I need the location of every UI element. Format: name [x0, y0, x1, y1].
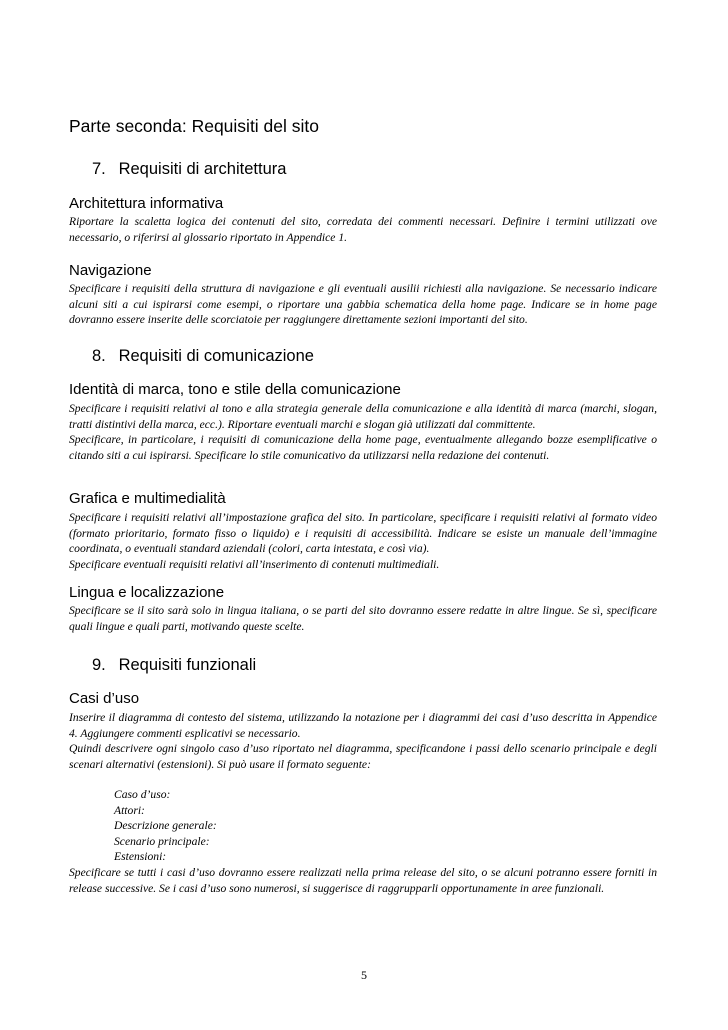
- format-field: Attori:: [114, 803, 145, 817]
- paragraph: Quindi descrivere ogni singolo caso d’uso riportato nel diagramma, specificandone i passi dello scenario principale e degli scenari alternativi (estensioni). Si può usare il formato seguente:: [69, 742, 657, 771]
- paragraph: Specificare se tutti i casi d’uso dovranno essere realizzati nella prima release del sito, o se alcuni potranno essere forniti in release successive. Se i casi d’uso sono numerosi, si suggerisce di raggrupparli opportunamente in aree funzionali.: [69, 866, 657, 895]
- section-title: Requisiti di architettura: [118, 160, 287, 178]
- section-title: Requisiti funzionali: [118, 656, 257, 674]
- section-title: Requisiti di comunicazione: [118, 347, 314, 365]
- subsection-heading-identita-di-marca: Identità di marca, tono e stile della comunicazione: [69, 381, 401, 398]
- subsection-heading-navigazione: Navigazione: [69, 262, 152, 279]
- subsection-heading-lingua-e-localizzazione: Lingua e localizzazione: [69, 584, 225, 601]
- format-field: Scenario principale:: [114, 834, 210, 848]
- format-field: Caso d’uso:: [114, 788, 171, 801]
- use-case-format-list: [114, 787, 217, 865]
- format-field: Descrizione generale:: [114, 819, 217, 833]
- part-title: Parte seconda: Requisiti del sito: [69, 116, 319, 136]
- section-heading-8: [92, 347, 314, 366]
- format-field: Estensioni:: [114, 850, 167, 864]
- paragraph: Specificare eventuali requisiti relativi all’inserimento di contenuti multimediali.: [69, 558, 440, 571]
- page-number: 5: [361, 968, 367, 982]
- section-number: 9.: [92, 656, 106, 674]
- paragraph: Specificare, in particolare, i requisiti di comunicazione della home page, eventualmente allegando bozze esemplificative o citando siti a cui ispirarsi. Specificare lo stile comunicativo da utilizzarsi nella redazione dei contenuti.: [69, 433, 657, 462]
- section-number: 8.: [92, 347, 106, 365]
- paragraph: Specificare i requisiti relativi al tono e alla strategia generale della comunicazione e alla identità di marca (marchi, slogan, tratti distintivi della marca, ecc.). Riportare eventuali marchi e slogan già utilizzati dal committente.: [69, 402, 657, 431]
- subsection-heading-casi-duso: Casi d’uso: [69, 690, 140, 707]
- section-number: 7.: [92, 160, 106, 178]
- subsection-heading-grafica-e-multimedialita: Grafica e multimedialità: [69, 490, 226, 507]
- section-heading-7: [92, 160, 286, 179]
- paragraph: Specificare i requisiti della struttura di navigazione e gli eventuali ausilii richiesti alla navigazione. Se necessario indicare alcuni siti a cui ispirarsi come esempi, o riportare una gabbia schematica della home page. Indicare se in home page dovranno essere inserite delle scorciatoie per raggiungere direttamente sezioni importanti del sito.: [69, 282, 657, 327]
- paragraph: Specificare i requisiti relativi all’impostazione grafica del sito. In particolare, specificare i requisiti relativi al formato video (formato prioritario, formato fisso o liquido) e i requisiti di accessibilità. Indicare se esiste un manuale dell’immagine coordinata, o eventuali standard aziendali (colori, carta intestata, e così via).: [69, 511, 657, 556]
- section-heading-9: [92, 656, 256, 675]
- paragraph: Specificare se il sito sarà solo in lingua italiana, o se parti del sito dovranno essere redatte in altre lingue. Se sì, specificare quali lingue e quali parti, motivando queste scelte.: [69, 604, 657, 633]
- paragraph: Inserire il diagramma di contesto del sistema, utilizzando la notazione per i diagrammi dei casi d’uso descritta in Appendice 4. Aggiungere commenti esplicativi se necessario.: [69, 711, 657, 740]
- subsection-heading-architettura-informativa: Architettura informativa: [69, 195, 224, 212]
- paragraph: Riportare la scaletta logica dei contenuti del sito, corredata dei commenti necessari. Definire i termini utilizzati ove necessario, o riferirsi al glossario riportato in Appendice 1.: [69, 215, 657, 244]
